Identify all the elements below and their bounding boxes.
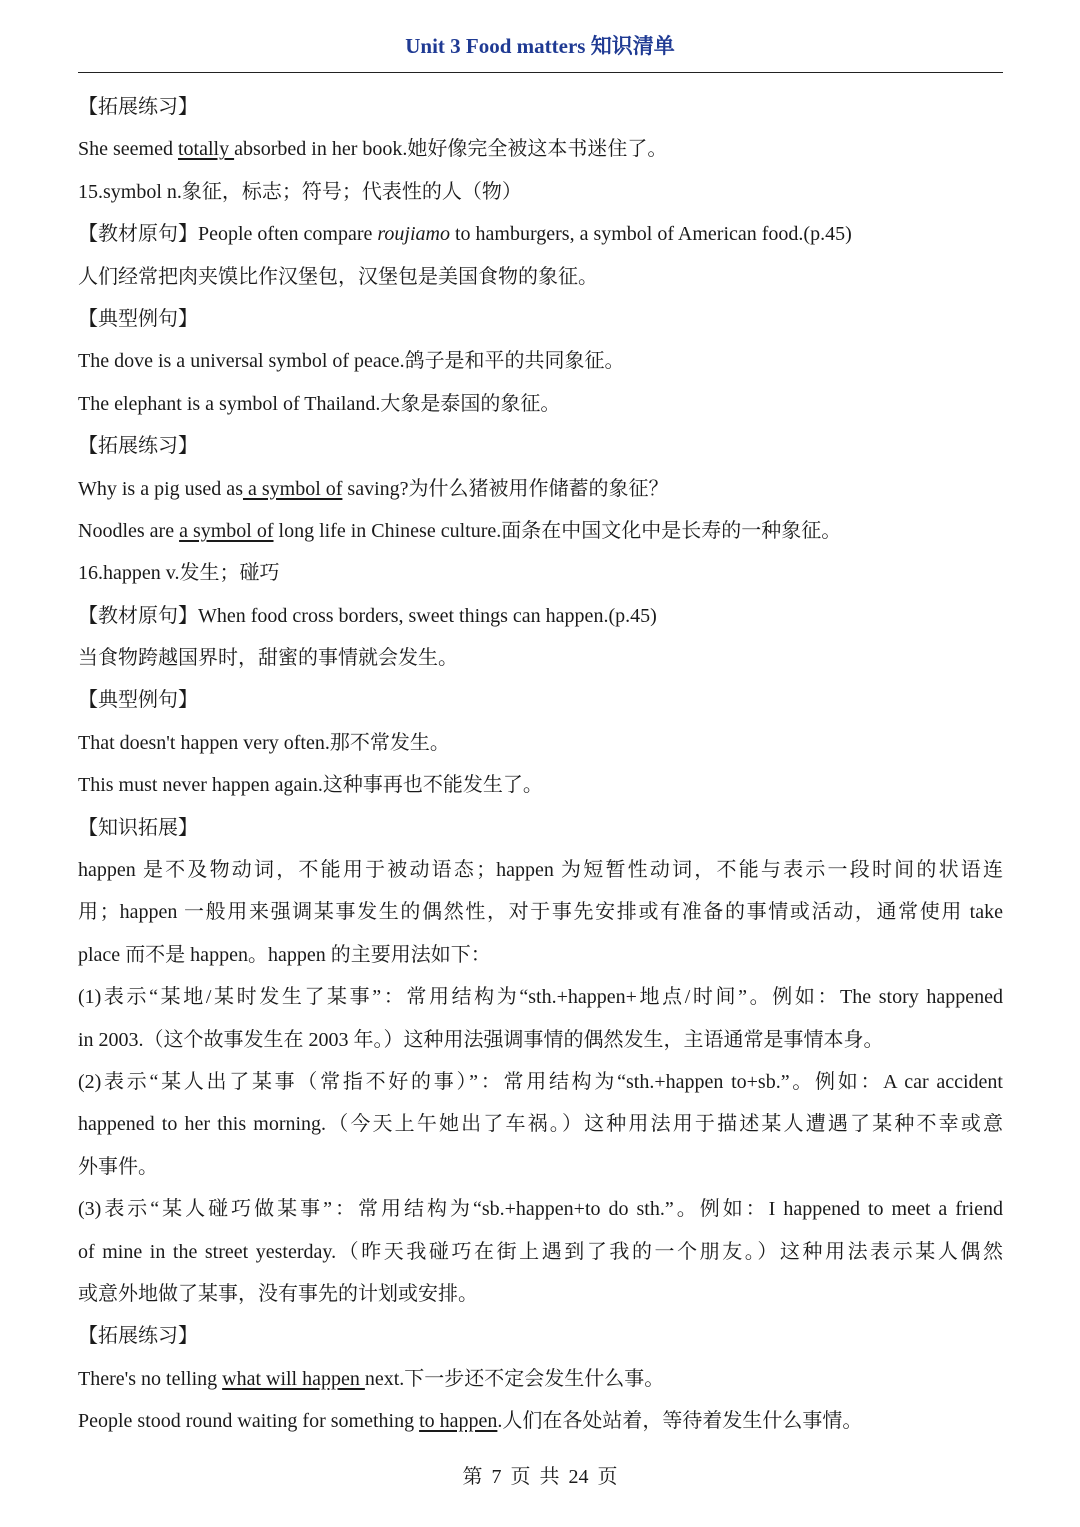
explanation-line: 或意外地做了某事，没有事先的计划或安排。 [78, 1282, 478, 1305]
explanation-line: (3)表示“某人碰巧做某事”：常用结构为“sb.+happen+to do sth.”。例如：I happened to meet a friend [78, 1198, 1003, 1221]
example-sentence: The dove is a universal symbol of peace.鸽子是和平的共同象征。 [78, 350, 625, 373]
practice-sentence [78, 128, 1003, 170]
text-run: next.下一步还不定会发生什么事。 [364, 1367, 665, 1390]
text-run: .人们在各处站着，等待着发生什么事情。 [497, 1410, 863, 1433]
footer-text: 第 [462, 1466, 483, 1488]
header-divider [78, 72, 1003, 73]
answer-blank: a symbol of [179, 519, 274, 542]
section-label: 【知识拓展】 [78, 816, 198, 839]
section-label: 【拓展练习】 [78, 96, 198, 118]
explanation-line: (2)表示“某人出了某事（常指不好的事）”：常用结构为“sth.+happen to+sb.”。例如：A car accident [78, 1070, 1003, 1093]
explanation-line: 用；happen 一般用来强调某事发生的偶然性，对于事先安排或有准备的事情或活动，通常使用 take [78, 901, 1003, 924]
page-total: 24 [568, 1466, 589, 1488]
text-run: There's no telling [78, 1367, 223, 1390]
text-run: 【教材原句】People often compare [78, 223, 378, 246]
explanation-line: happened to her this morning.（今天上午她出了车祸。）这种用法用于描述某人遭遇了某种不幸或意 [78, 1113, 1003, 1136]
explanation-line: place 而不是 happen。happen 的主要用法如下： [78, 943, 491, 966]
footer-text: 页 [510, 1466, 531, 1488]
translation: 当食物跨越国界时，甜蜜的事情就会发生。 [78, 647, 458, 670]
answer-blank: what will happen [222, 1367, 365, 1390]
text-run: People stood round waiting for something [78, 1410, 420, 1433]
answer-blank: to happen [419, 1410, 498, 1433]
footer-text: 页 [597, 1466, 618, 1488]
text-run: She seemed [78, 138, 178, 161]
explanation-line: happen 是不及物动词，不能用于被动语态；happen 为短暂性动词，不能与表示一段时间的状语连 [78, 859, 1003, 882]
page-footer [0, 1460, 1080, 1489]
answer-blank: totally [177, 138, 235, 161]
textbook-sentence: 【教材原句】When food cross borders, sweet things can happen.(p.45) [78, 604, 657, 627]
translation: 人们经常把肉夹馍比作汉堡包，汉堡包是美国食物的象征。 [78, 265, 598, 288]
explanation-line: 外事件。 [78, 1155, 158, 1178]
answer-blank: a symbol of [242, 477, 343, 500]
practice-sentence [78, 468, 1003, 510]
page-number: 7 [491, 1466, 502, 1488]
section-label: 【典型例句】 [78, 689, 198, 712]
practice-sentence [78, 510, 1003, 552]
vocab-entry: 15.symbol n.象征，标志；符号；代表性的人（物） [78, 180, 522, 203]
example-sentence: The elephant is a symbol of Thailand.大象是泰国的象征。 [78, 392, 561, 415]
explanation-line: (1)表示“某地/某时发生了某事”：常用结构为“sth.+happen+地点/时间”。例如：The story happened [78, 986, 1003, 1009]
explanation-line: in 2003.（这个故事发生在 2003 年。）这种用法强调事情的偶然发生，主语通常是事情本身。 [78, 1028, 884, 1051]
document-body [78, 86, 1003, 1443]
text-run: Noodles are [78, 519, 180, 542]
practice-sentence [78, 1400, 1003, 1442]
section-label: 【典型例句】 [78, 307, 198, 330]
vocab-entry: 16.happen v.发生；碰巧 [78, 562, 280, 585]
italic-term: roujiamo [377, 223, 450, 246]
explanation-line: of mine in the street yesterday.（昨天我碰巧在街上遇到了我的一个朋友。）这种用法表示某人偶然 [78, 1240, 1003, 1263]
example-sentence: That doesn't happen very often.那不常发生。 [78, 731, 450, 754]
practice-sentence [78, 1358, 1003, 1400]
text-run: long life in Chinese culture.面条在中国文化中是长寿的一种象征。 [273, 519, 842, 542]
text-run: Why is a pig used as [78, 477, 243, 500]
text-run: saving?为什么猪被用作储蓄的象征？ [342, 477, 669, 500]
section-label: 【拓展练习】 [78, 1325, 198, 1348]
footer-text: 共 [539, 1466, 560, 1488]
example-sentence: This must never happen again.这种事再也不能发生了。 [78, 774, 543, 797]
text-run: to hamburgers, a symbol of American food.(p.45) [449, 223, 852, 246]
document-header: Unit 3 Food matters 知识清单 [405, 34, 675, 58]
text-run: absorbed in her book.她好像完全被这本书迷住了。 [234, 138, 668, 161]
textbook-sentence [78, 213, 1003, 255]
section-label: 【拓展练习】 [78, 435, 198, 458]
